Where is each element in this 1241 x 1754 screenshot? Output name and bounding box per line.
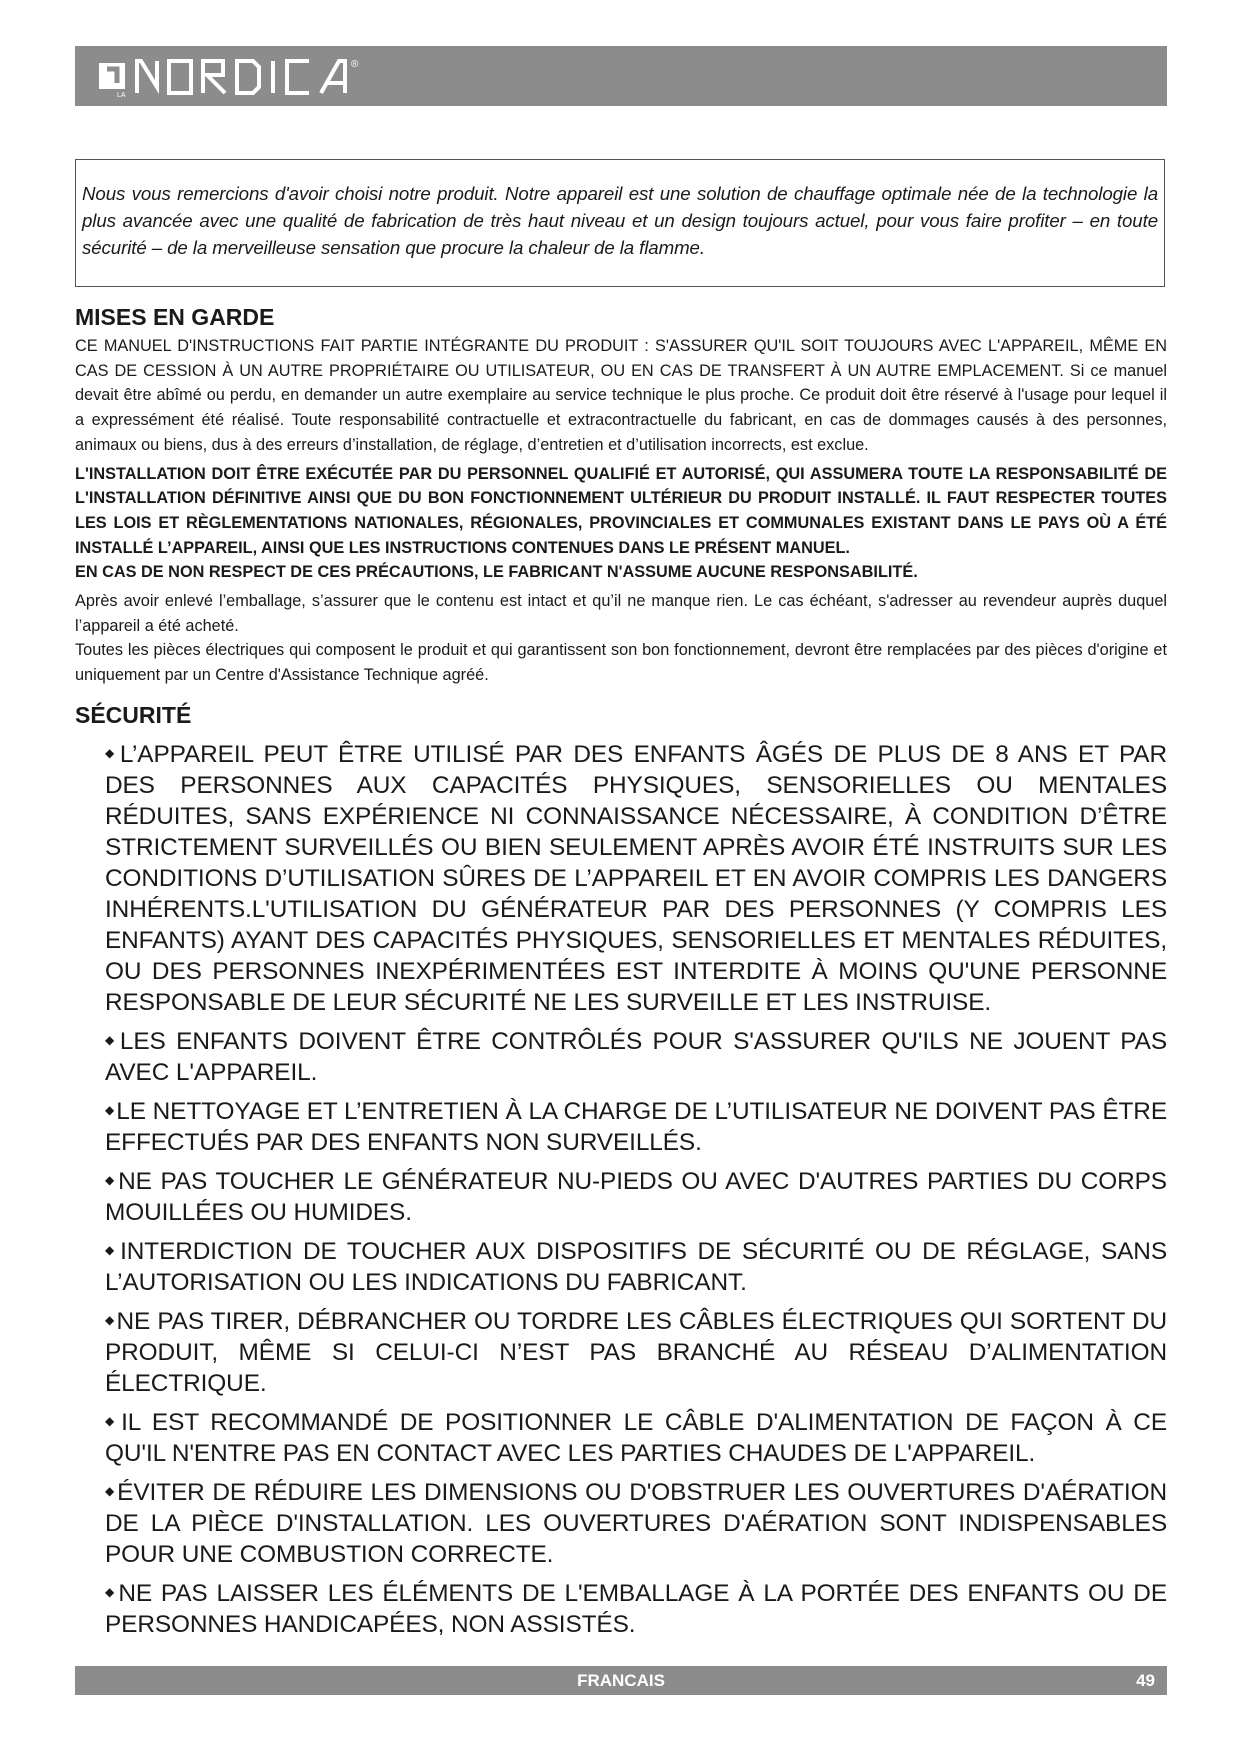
list-item: ◆NE PAS TOUCHER LE GÉNÉRATEUR NU-PIEDS OU AVEC D'AUTRES PARTIES DU CORPS MOUILLÉES OU HUMIDES.	[105, 1167, 1167, 1226]
section-title-securite: SÉCURITÉ	[75, 701, 192, 728]
list-item: ◆NE PAS TIRER, DÉBRANCHER OU TORDRE LES CÂBLES ÉLECTRIQUES QUI SORTENT DU PRODUIT, MÊME SI CELUI-CI N’EST PAS BRANCHÉ AU RÉSEAU D’ALIMENTATION ÉLECTRIQUE.	[105, 1307, 1167, 1397]
svg-text:®: ®	[351, 59, 359, 70]
list-item: ◆ÉVITER DE RÉDUIRE LES DIMENSIONS OU D'OBSTRUER LES OUVERTURES D'AÉRATION DE LA PIÈCE D'INSTALLATION. LES OUVERTURES D'AÉRATION SONT INDISPENSABLES POUR UNE COMBUSTION CORRECTE.	[105, 1478, 1167, 1568]
warning-paragraph-installation: L'INSTALLATION DOIT ÊTRE EXÉCUTÉE PAR DU PERSONNEL QUALIFIÉ ET AUTORISÉ, QUI ASSUMERA TOUTE LA RESPONSABILITÉ DE L'INSTALLATION DÉFINITIVE AINSI QUE DU BON FONCTIONNEMENT ULTÉRIEUR DU PRODUIT INSTALLÉ. IL FAUT RESPECTER TOUTES LES LOIS ET RÈGLEMENTATIONS NATIONALES, RÉGIONALES, PROVINCIALES ET COMMUNALES EXISTANT DANS LE PAYS OÙ A ÉTÉ INSTALLÉ L’APPAREIL, AINSI QUE LES INSTRUCTIONS CONTENUES DANS LE PRÉSENT MANUEL.	[75, 464, 1167, 557]
svg-text:LA: LA	[117, 92, 126, 99]
warning-paragraph-packaging: Après avoir enlevé l’emballage, s’assurer que le contenu est intact et qu’il ne manque rien. Le cas échéant, s'adresser au revendeur auprès duquel l’appareil a été acheté.	[75, 592, 1167, 635]
nordica-logo-icon	[95, 53, 435, 99]
list-item: ◆LE NETTOYAGE ET L’ENTRETIEN À LA CHARGE DE L’UTILISATEUR NE DOIVENT PAS ÊTRE EFFECTUÉS PAR DES ENFANTS NON SURVEILLÉS.	[105, 1097, 1167, 1156]
diamond-bullet-icon: ◆	[105, 1483, 116, 1498]
footer-language: FRANCAIS	[577, 1671, 665, 1690]
section-title-mises-en-garde: MISES EN GARDE	[75, 304, 275, 330]
list-item: ◆INTERDICTION DE TOUCHER AUX DISPOSITIFS DE SÉCURITÉ OU DE RÉGLAGE, SANS L’AUTORISATION OU LES INDICATIONS DU FABRICANT.	[105, 1237, 1167, 1296]
diamond-bullet-icon: ◆	[105, 1032, 118, 1047]
intro-text: Nous vous remercions d'avoir choisi notre produit. Notre appareil est une solution de chauffage optimale née de la technologie la plus avancée avec une qualité de fabrication de très haut niveau et un design toujours actuel, pour vous faire profiter – en toute sécurité – de la merveilleuse sensation que procure la chaleur de la flamme.	[82, 183, 1158, 258]
diamond-bullet-icon: ◆	[105, 1584, 117, 1599]
warning-paragraph-1: CE MANUEL D'INSTRUCTIONS FAIT PARTIE INTÉGRANTE DU PRODUIT : S'ASSURER QU'IL SOIT TOUJOURS AVEC L'APPAREIL, MÊME EN CAS DE CESSION À UN AUTRE PROPRIÉTAIRE OU UTILISATEUR, OU EN CAS DE TRANSFERT À UN AUTRE EMPLACEMENT. Si ce manuel devait être abîmé ou perdu, en demander un autre exemplaire au service technique le plus proche. Ce produit doit être réservé à l'usage pour lequel il a expressément été réalisé. Toute responsabilité contractuelle et extracontractuelle du fabricant, en cas de dommages causés à des personnes, animaux ou biens, dus à des erreurs d’installation, de réglage, d’entretien et d’utilisation incorrects, est exclue.	[75, 337, 1167, 454]
diamond-bullet-icon: ◆	[105, 1413, 120, 1428]
main-content	[75, 300, 1167, 1647]
warning-paragraph-electrical: Toutes les pièces électriques qui composent le produit et qui garantissent son bon fonctionnement, devront être remplacées par des pièces d'origine et uniquement par un Centre d'Assistance Technique agréé.	[75, 641, 1167, 685]
list-item: ◆IL EST RECOMMANDÉ DE POSITIONNER LE CÂBLE D'ALIMENTATION DE FAÇON À CE QU'IL N'ENTRE PAS EN CONTACT AVEC LES PARTIES CHAUDES DE L'APPAREIL.	[105, 1408, 1167, 1467]
list-item: ◆L’APPAREIL PEUT ÊTRE UTILISÉ PAR DES ENFANTS ÂGÉS DE PLUS DE 8 ANS ET PAR DES PERSONNES AUX CAPACITÉS PHYSIQUES, SENSORIELLES OU MENTALES RÉDUITES, SANS EXPÉRIENCE NI CONNAISSANCE NÉCESSAIRE, À CONDITION D’ÊTRE STRICTEMENT SURVEILLÉS OU BIEN SEULEMENT APRÈS AVOIR ÉTÉ INSTRUITS SUR LES CONDITIONS D’UTILISATION SÛRES DE L’APPAREIL ET EN AVOIR COMPRIS LES DANGERS INHÉRENTS.L'UTILISATION DU GÉNÉRATEUR PAR DES PERSONNES (Y COMPRIS LES ENFANTS) AYANT DES CAPACITÉS PHYSIQUES, SENSORIELLES ET MENTALES RÉDUITES, OU DES PERSONNES INEXPÉRIMENTÉES EST INTERDITE À MOINS QU'UNE PERSONNE RESPONSABLE DE LEUR SÉCURITÉ NE LES SURVEILLE ET LES INSTRUISE.	[105, 740, 1167, 1016]
intro-box	[75, 159, 1165, 287]
diamond-bullet-icon: ◆	[105, 745, 118, 760]
footer-bar	[75, 1666, 1167, 1695]
safety-list	[105, 738, 1167, 1640]
diamond-bullet-icon: ◆	[105, 1102, 115, 1117]
header-bar	[75, 46, 1167, 106]
list-item: ◆NE PAS LAISSER LES ÉLÉMENTS DE L'EMBALLAGE À LA PORTÉE DES ENFANTS OU DE PERSONNES HANDICAPÉES, NON ASSISTÉS.	[105, 1579, 1167, 1638]
diamond-bullet-icon: ◆	[105, 1242, 119, 1257]
warning-paragraph-liability: EN CAS DE NON RESPECT DE CES PRÉCAUTIONS, LE FABRICANT N'ASSUME AUCUNE RESPONSABILITÉ.	[75, 563, 918, 582]
diamond-bullet-icon: ◆	[105, 1172, 117, 1187]
nordica-logo	[95, 53, 435, 99]
diamond-bullet-icon: ◆	[105, 1312, 115, 1327]
list-item: ◆LES ENFANTS DOIVENT ÊTRE CONTRÔLÉS POUR S'ASSURER QU'ILS NE JOUENT PAS AVEC L'APPAREIL.	[105, 1027, 1167, 1086]
page-number: 49	[1136, 1671, 1155, 1690]
